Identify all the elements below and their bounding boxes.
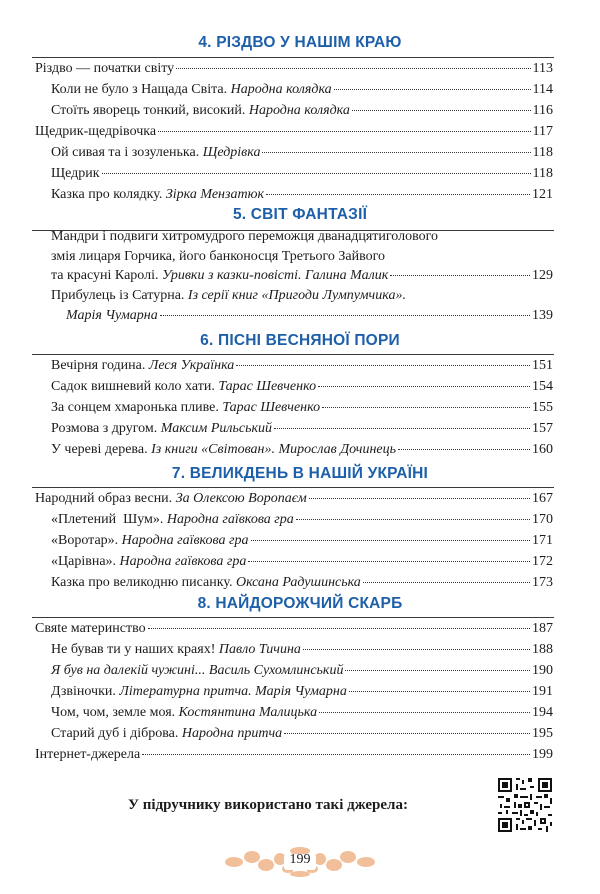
leader-dots [251,540,531,541]
toc-entry[interactable]: Дзвіночки. Літературна притча. Марія Чумарна 191 [51,684,553,699]
section-rule [32,487,554,488]
leader-dots [284,733,530,734]
page-number: 170 [532,512,553,527]
toc-entry[interactable]: та красуні Каролі. Уривки з казки-повісті. Галина Малик 129 [51,268,553,283]
page-number: 194 [532,705,553,720]
section-title-5: 5. СВІТ ФАНТАЗІЇ [232,206,368,223]
qr-code-icon[interactable] [496,776,554,834]
leader-dots [352,110,531,111]
toc-entry[interactable]: Садок вишневий коло хати. Тарас Шевченко 154 [51,379,553,394]
toc-entry[interactable]: Я був на далекій чужині... Василь Сухомлинський 190 [51,663,553,678]
toc-entry[interactable]: Щедрик-щедрівочка 117 [35,124,553,139]
leader-dots [160,315,530,316]
leader-dots [398,449,530,450]
page-number: 121 [532,187,553,202]
leader-dots [248,561,530,562]
page-number: 199 [532,747,553,762]
toc-entry[interactable]: «Плетений Шум». Народна гаївкова гра 170 [51,512,553,527]
section-title-7: 7. ВЕЛИКДЕНЬ В НАШІЙ УКРАЇНІ [171,465,429,482]
page-number: 173 [532,575,553,590]
leader-dots [262,152,530,153]
page-number: 190 [532,663,553,678]
toc-entry-line[interactable]: Прибулець із Сатурна. Із серії книг «Пригоди Лумпумчика». [51,288,406,303]
section-title-8: 8. НАЙДОРОЖЧИЙ СКАРБ [197,595,403,612]
toc-entry[interactable]: За сонцем хмаронька пливе. Тарас Шевченко 155 [51,400,553,415]
toc-entry-line[interactable]: змія лицаря Горчика, його банконосця Третього Зайвого [51,249,386,264]
page-number: 187 [532,621,553,636]
toc-entry[interactable]: Стоїть яворець тонкий, високий. Народна колядка 116 [51,103,553,118]
toc-entry-internet[interactable]: Інтернет-джерела 199 [35,747,553,762]
page-number: 167 [532,491,553,506]
page-number: 118 [532,166,553,181]
leader-dots [236,365,530,366]
toc-entry[interactable]: Казка про колядку. Зірка Мензатюк 121 [51,187,553,202]
page-number: 188 [532,642,553,657]
leader-dots [148,628,530,629]
toc-entry[interactable]: Різдво — початки світу 113 [35,61,553,76]
page-number: 117 [532,124,553,139]
toc-entry[interactable]: Казка про великодню писанку. Оксана Радушинська 173 [51,575,553,590]
toc-entry-line[interactable]: Мандри і подвиги хитромудрого переможця дванадцятиголового [51,229,438,244]
toc-entry[interactable]: Щедрик 118 [51,166,553,181]
toc-entry[interactable]: «Воротар». Народна гаївкова гра 171 [51,533,553,548]
page-number: 171 [532,533,553,548]
leader-dots [322,407,530,408]
toc-entry[interactable]: Вечірня година. Леся Українка 151 [51,358,553,373]
leader-dots [309,498,530,499]
page-number: 129 [532,268,553,283]
leader-dots [266,194,530,195]
leader-dots [102,173,531,174]
toc-entry[interactable]: «Царівна». Народна гаївкова гра 172 [51,554,553,569]
toc-entry[interactable]: Розмова з другом. Максим Рильський 157 [51,421,553,436]
page-number: 195 [532,726,553,741]
section-rule [32,354,554,355]
page-number: 151 [532,358,553,373]
leader-dots [349,691,530,692]
page-number: 154 [532,379,553,394]
leader-dots [363,582,530,583]
page-number-footer: 199 [289,852,311,867]
leader-dots [303,649,530,650]
leader-dots [345,670,530,671]
page-number: 118 [532,145,553,160]
section-title-6: 6. ПІСНІ ВЕСНЯНОЇ ПОРИ [200,332,400,349]
page-number: 191 [532,684,553,699]
leader-dots [158,131,530,132]
page-number: 139 [532,308,553,323]
page-number: 160 [532,442,553,457]
toc-entry[interactable]: У череві дерева. Із книги «Світован». Мирослав Дочинець 160 [51,442,553,457]
page-number: 114 [532,82,553,97]
page-number: 157 [532,421,553,436]
sources-label: У підручнику використано такі джерела: [128,797,408,813]
page-number: 172 [532,554,553,569]
leader-dots [176,68,530,69]
leader-dots [274,428,530,429]
section-rule [32,617,554,618]
toc-entry[interactable]: Марія Чумарна 139 [66,308,553,323]
toc-entry[interactable]: Народний образ весни. За Олексою Воропаєм 167 [35,491,553,506]
toc-entry[interactable]: Свяtе материнство 187 [35,621,553,636]
leader-dots [142,754,530,755]
leader-dots [318,386,530,387]
toc-entry[interactable]: Коли не було з Нащада Світа. Народна колядка 114 [51,82,553,97]
page-number: 116 [532,103,553,118]
leader-dots [296,519,530,520]
toc-entry[interactable]: Ой сивая та і зозуленька. Щедрівка 118 [51,145,553,160]
leader-dots [390,275,530,276]
page-number: 155 [532,400,553,415]
leader-dots [319,712,530,713]
section-title-4: 4. РІЗДВО У НАШІМ КРАЮ [198,34,402,51]
section-rule [32,57,554,58]
toc-entry[interactable]: Не бував ти у наших краях! Павло Тичина 188 [51,642,553,657]
page-number: 113 [532,61,553,76]
leader-dots [334,89,531,90]
toc-entry[interactable]: Старий дуб і діброва. Народна притча 195 [51,726,553,741]
toc-entry[interactable]: Чом, чом, земле моя. Костянтина Малицька 194 [51,705,553,720]
